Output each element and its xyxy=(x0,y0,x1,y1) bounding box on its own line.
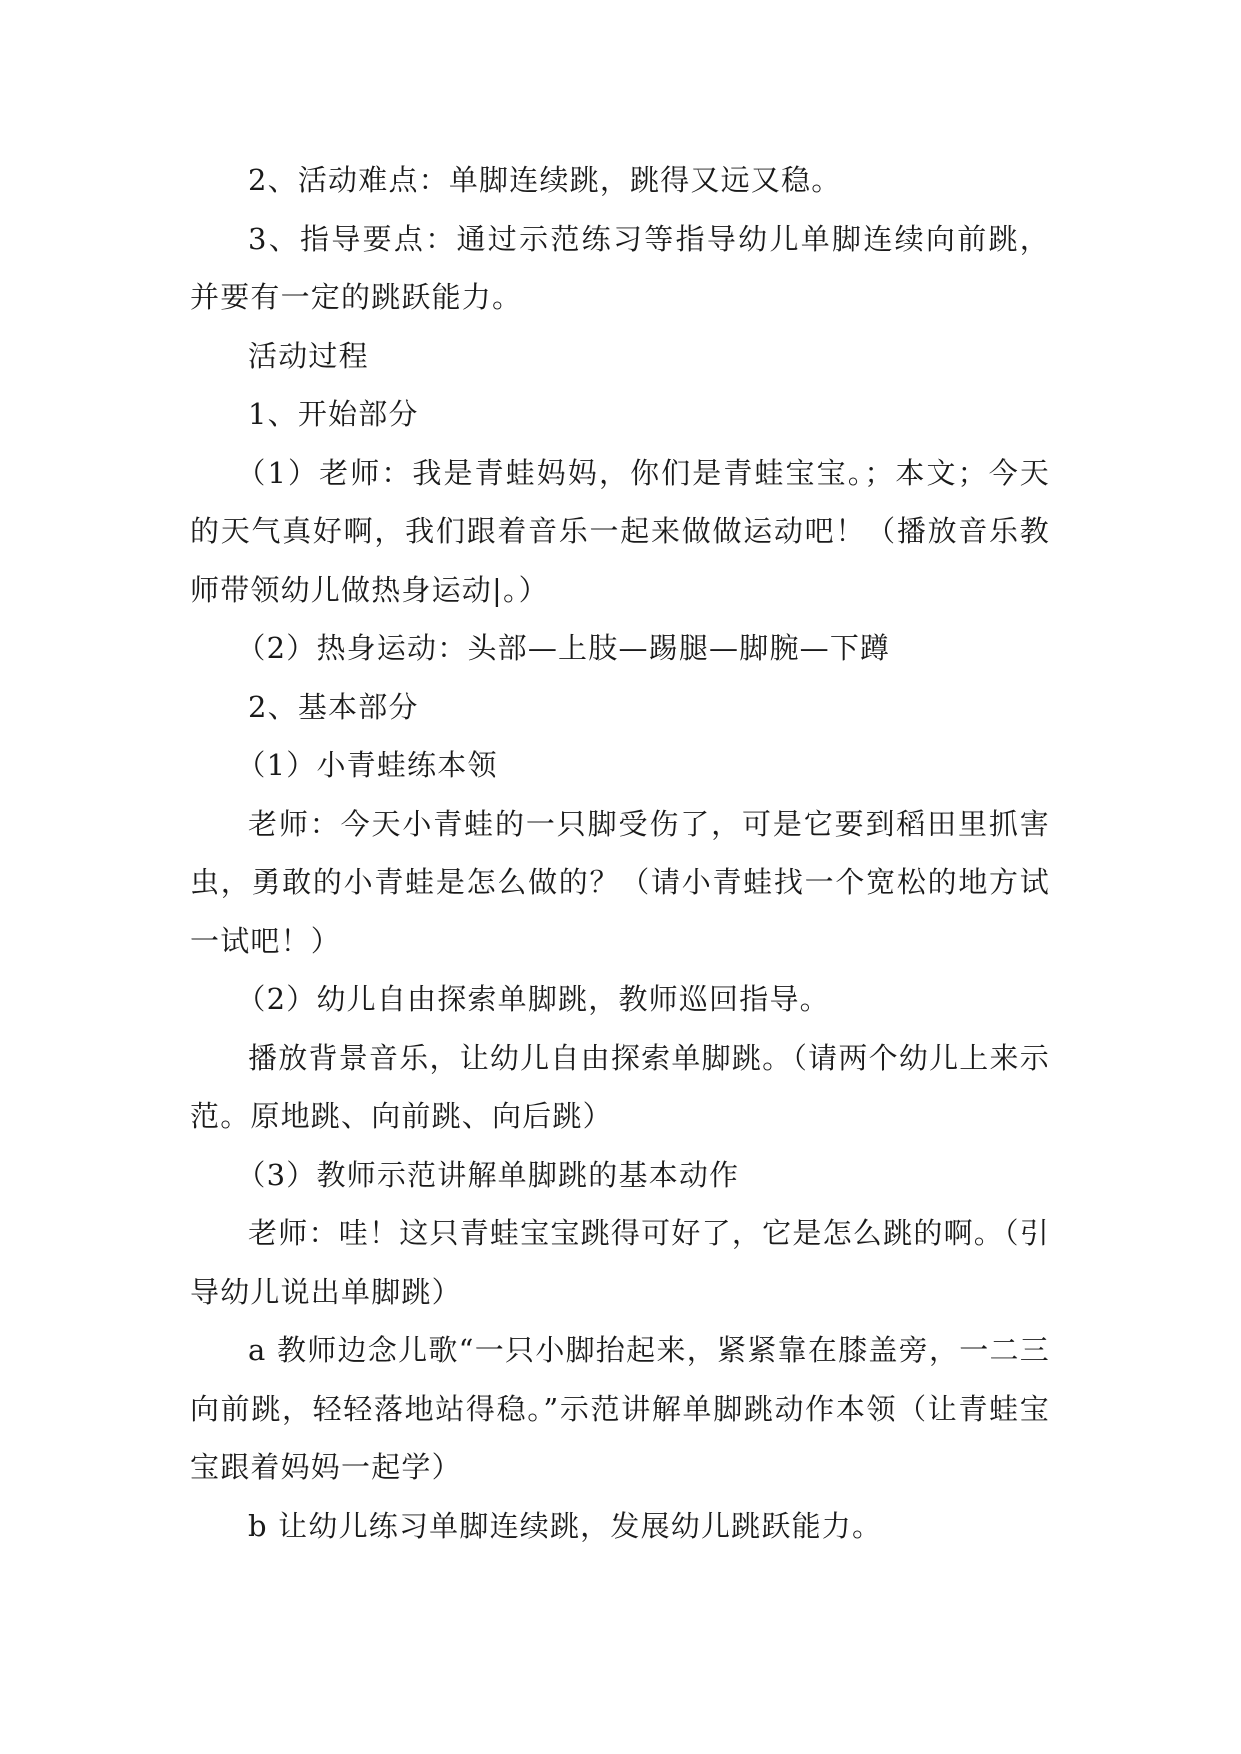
paragraph-guidance: 3、指导要点：通过示范练习等指导幼儿单脚连续向前跳，并要有一定的跳跃能力。 xyxy=(190,221,1050,314)
paragraph-start-2: （2）热身运动：头部—上肢—踢腿—脚腕—下蹲 xyxy=(236,631,891,665)
document-page xyxy=(190,151,1050,1555)
section-heading-basic: 2、基本部分 xyxy=(248,689,419,724)
paragraph-music: 播放背景音乐，让幼儿自由探索单脚跳。（请两个幼儿上来示范。原地跳、向前跳、向后跳） xyxy=(190,1040,1050,1133)
section-heading-process: 活动过程 xyxy=(248,338,369,373)
paragraph-teacher-1: 老师：今天小青蛙的一只脚受伤了，可是它要到稻田里抓害虫，勇敢的小青蛙是怎么做的？（请小青蛙找一个宽松的地方试一试吧！） xyxy=(190,806,1050,958)
paragraph-start-1: （1）老师：我是青蛙妈妈，你们是青蛙宝宝。；本文；今天的天气真好啊，我们跟着音乐一起来做做运动吧！（播放音乐教师带领幼儿做热身运动|。） xyxy=(190,455,1050,607)
section-heading-start: 1、开始部分 xyxy=(248,397,419,431)
paragraph-basic-2: （2）幼儿自由探索单脚跳，教师巡回指导。 xyxy=(236,982,830,1016)
paragraph-step-a: a 教师边念儿歌“一只小脚抬起来，紧紧靠在膝盖旁，一二三向前跳，轻轻落地站得稳。”示范讲解单脚跳动作本领（让青蛙宝宝跟着妈妈一起学） xyxy=(190,1333,1050,1484)
paragraph-difficulty: 2、活动难点：单脚连续跳，跳得又远又稳。 xyxy=(248,163,842,197)
paragraph-basic-3: （3）教师示范讲解单脚跳的基本动作 xyxy=(236,1157,740,1192)
paragraph-basic-1: （1）小青蛙练本领 xyxy=(236,748,498,782)
paragraph-teacher-2: 老师：哇！这只青蛙宝宝跳得可好了，它是怎么跳的啊。（引导幼儿说出单脚跳） xyxy=(190,1216,1050,1309)
paragraph-step-b: b 让幼儿练习单脚连续跳，发展幼儿跳跃能力。 xyxy=(248,1508,883,1543)
